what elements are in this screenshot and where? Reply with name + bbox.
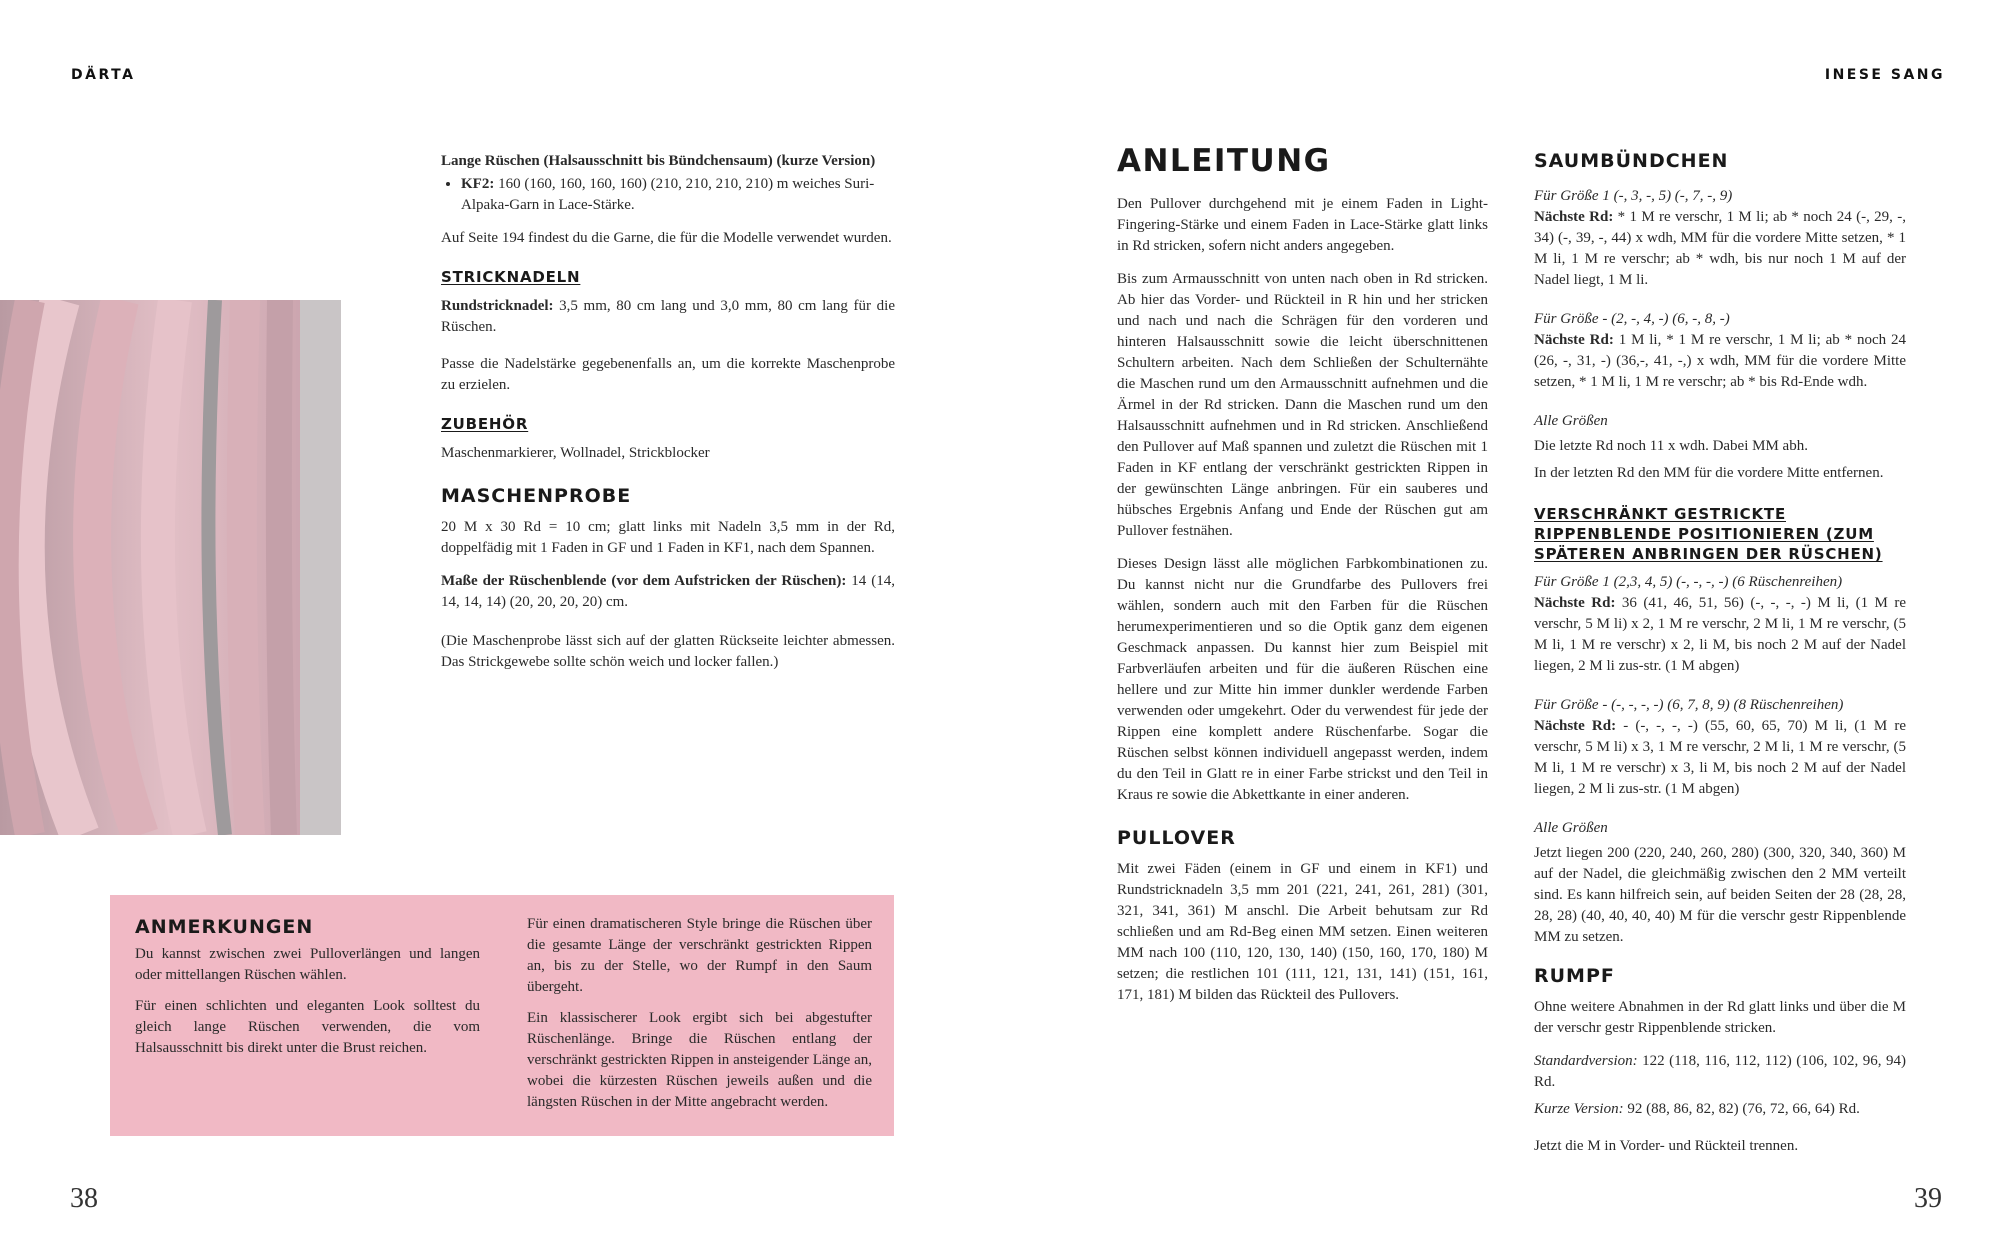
body-short-paragraph [1534, 1099, 1906, 1120]
ruffle-illustration [0, 300, 341, 835]
needles-heading: STRICKNADELN [441, 268, 581, 286]
pattern-column [1534, 151, 1906, 1169]
ribbing-all-text: Jetzt liegen 200 (220, 240, 260, 280) (300, 320, 340, 360) M auf der Nadel, die gleichmäßig zwischen den 2 MM verteilt sind. Es kann hilfreich sein, auf beiden Seiten der 28 (28, 28, 28, 28) (40, 40, 40, 40) M für die verschr gestr Rippenblende MM zu setzen. [1534, 845, 1906, 945]
body-short-text: 92 (88, 86, 82, 82) (76, 72, 66, 64) Rd. [1623, 1101, 1860, 1117]
notes-paragraph: Für einen schlichten und eleganten Look solltest du gleich lange Rüschen verwenden, die vom Halsausschnitt bis direkt unter die Brust reichen. [135, 998, 480, 1056]
gauge-heading: MASCHENPROBE [441, 485, 632, 507]
hem-size-label: Für Größe - (2, -, 4, -) (6, -, 8, -) [1534, 311, 1730, 327]
ribbing-row-label: Nächste Rd: [1534, 718, 1617, 734]
instructions-paragraph: Den Pullover durchgehend mit je einem Faden in Light-Fingering-Stärke und einem Faden in Lace-Stärke glatt links in Rd stricken, sofern nicht anders angegeben. [1117, 196, 1488, 254]
page-number-left: 38 [70, 1183, 98, 1214]
pullover-heading: PULLOVER [1117, 827, 1236, 849]
notes-box [110, 895, 894, 1136]
ribbing-row-text: 36 (41, 46, 51, 56) (-, -, -, -) M li, (1 M re verschr, 5 M li) x 2, 1 M re verschr, 2 M li, 1 M re verschr, (5 M li, 1 M re verschr) x 2, li M, bis noch 2 M auf der Nadel liegen, 2 M li zus-str. (1 M abgen) [1534, 595, 1906, 674]
notes-paragraph: Ein klassischerer Look ergibt sich bei abgestufter Rüschenlänge. Bringe die Rüschen entlang der verschränkt gestrickten Rippen in ansteigender Länge an, wobei die kürzesten Rüschen jeweils außen und die längsten Rüschen in der Mitte angebracht werden. [527, 1010, 872, 1110]
gauge-note: (Die Maschenprobe lässt sich auf der glatten Rückseite leichter abmessen. Das Strickgewebe sollte schön weich und locker fallen.) [441, 633, 895, 670]
notes-heading: ANMERKUNGEN [135, 916, 314, 938]
needles-text: 3,5 mm, 80 cm lang und 3,0 mm, 80 cm lang für die Rüschen. [441, 298, 895, 335]
gauge-text: 20 M x 30 Rd = 10 cm; glatt links mit Nadeln 3,5 mm in der Rd, doppelfädig mit 1 Faden in GF und 1 Faden in KF1, nach dem Spannen. [441, 519, 895, 556]
needles-label: Rundstricknadel: [441, 298, 554, 314]
yarn-list-item [461, 174, 895, 216]
hem-row-label: Nächste Rd: [1534, 209, 1614, 225]
body-standard-label: Standardversion: [1534, 1053, 1638, 1069]
ribbing-all-sizes-label: Alle Größen [1534, 820, 1608, 836]
hem-heading: SAUMBÜNDCHEN [1534, 150, 1729, 172]
yarn-list [441, 174, 895, 216]
running-header-right: INESE SANG [1824, 67, 1945, 83]
notes-column-left [135, 917, 480, 1069]
ribbing-size-label: Für Größe 1 (2,3, 4, 5) (-, -, -, -) (6 Rüschenreihen) [1534, 574, 1843, 590]
ribbing-heading: VERSCHRÄNKT GESTRICKTE RIPPENBLENDE POSITIONIEREN (ZUM SPÄTEREN ANBRINGEN DER RÜSCHEN) [1534, 505, 1883, 563]
accessories-heading: ZUBEHÖR [441, 415, 529, 433]
ribbing-row-paragraph [1534, 593, 1906, 677]
instructions-paragraph: Bis zum Armausschnitt von unten nach oben in Rd stricken. Ab hier das Vorder- und Rückteil in R hin und her stricken und nach und nach die Schrägen für den vorderen und hinteren Halsausschnitt sowie die leicht überschnittenen Schultern arbeiten. Nach dem Schließen der Schulternähte die Maschen rund um den Armausschnitt aufnehmen und die Ärmel in der Rd stricken. Dann die Maschen rund um den Halsausschnitt aufnehmen und in Rd stricken. Anschließend den Pullover auf Maß spannen und zuletzt die Rüschen mit 1 Faden in KF entlang der verschränkt gestrickten Rippen in der gewünschten Länge anbringen. Für ein sauberes und hübsches Ergebnis Anfang und Ende der Rüschen gut am Pullover festnähen. [1117, 271, 1488, 539]
yarn-label: KF2: [461, 176, 495, 192]
hem-row-text: 1 M li, * 1 M re verschr, 1 M li; ab * noch 24 (26, -, 31, -) (36,-, 41, -,) x wdh, MM für die vordere Mitte setzen, * 1 M li, 1 M re verschr; ab * bis Rd-Ende wdh. [1534, 332, 1906, 390]
hem-size-label: Für Größe 1 (-, 3, -, 5) (-, 7, -, 9) [1534, 188, 1733, 204]
hem-all-text: Die letzte Rd noch 11 x wdh. Dabei MM abh. [1534, 438, 1808, 454]
band-size-label: Maße der Rüschenblende (vor dem Aufstricken der Rüschen): [441, 573, 847, 589]
knit-ruffle-photo [0, 300, 341, 835]
yarn-text: 160 (160, 160, 160, 160) (210, 210, 210, 210) m weiches Suri-Alpaka-Garn in Lace-Stärke. [461, 176, 875, 213]
instructions-paragraph: Dieses Design lässt alle möglichen Farbkombinationen zu. Du kannst nicht nur die Grundfarbe des Pullovers frei wählen, sondern auch mit den Farben für die Rüschen herumexperimentieren und so die Optik ganz dem eigenen Geschmack anpassen. Du kannst hier zum Beispiel mit Farbverläufen arbeiten und für die äußeren Rüschen eine hellere und zur Mitte hin immer dunkler werdende Farben verwenden oder umgekehrt. Oder du verwendest für jede der Rippen eine komplett andere Rüschenfarbe. Sogar die Rüschen selbst können individuell angepasst werden, indem du den Teil in Glatt re in einer Farbe strickst und den Teil in Kraus re sowie die Abkettkante in einer anderen. [1117, 556, 1488, 803]
hem-all-sizes-label: Alle Größen [1534, 413, 1608, 429]
needles-note: Passe die Nadelstärke gegebenenfalls an, um die korrekte Maschenprobe zu erzielen. [441, 356, 895, 393]
hem-row-text: * 1 M re verschr, 1 M li; ab * noch 24 (-, 29, -, 34) (-, 39, -, 44) x wdh, MM für die vordere Mitte setzen, * 1 M li, 1 M re verschr; ab * wdh, bis nur noch 1 M auf der Nadel liegt, 1 M li. [1534, 209, 1906, 288]
running-header-left: DÄRTA [71, 67, 136, 83]
ribbing-row-paragraph [1534, 716, 1906, 800]
instructions-heading: ANLEITUNG [1117, 143, 1331, 179]
hem-row-paragraph [1534, 207, 1906, 291]
yarn-note: Auf Seite 194 findest du die Garne, die für die Modelle verwendet wurden. [441, 230, 892, 246]
notes-column-right [527, 914, 872, 1123]
ribbing-row-text: - (-, -, -, -) (55, 60, 65, 70) M li, (1 M re verschr, 5 M li) x 3, 1 M re verschr, 2 M li, 1 M re verschr, (5 M li, 1 M re verschr) x 3, li M, bis noch 2 M auf der Nadel liegen, 2 M li zus-str. (1 M abgen) [1534, 718, 1906, 797]
body-standard-text: 122 (118, 116, 112, 112) (106, 102, 96, 94) Rd. [1534, 1053, 1906, 1090]
hem-all-text: In der letzten Rd den MM für die vordere Mitte entfernen. [1534, 465, 1884, 481]
notes-paragraph: Für einen dramatischeren Style bringe die Rüschen über die gesamte Länge der verschränkt gestrickten Rippen an, bis zu der Stelle, wo der Rumpf in den Saum übergeht. [527, 916, 872, 995]
body-split-text: Jetzt die M in Vorder- und Rückteil trennen. [1534, 1138, 1799, 1154]
pullover-text: Mit zwei Fäden (einem in GF und einem in KF1) und Rundstricknadeln 3,5 mm 201 (221, 241, 261, 281) (301, 321, 341, 361) M anschl. Die Arbeit behutsam zur Rd schließen und am Rd-Beg einen MM setzen. Einen weiteren MM nach 100 (110, 120, 130, 140) (150, 160, 170, 180) M setzen; die restlichen 101 (111, 121, 131, 141) (151, 161, 171, 181) M bilden das Rückteil des Pullovers. [1117, 861, 1488, 1003]
ruffle-title: Lange Rüschen (Halsausschnitt bis Bündchensaum) (kurze Version) [441, 153, 876, 169]
needles-paragraph [441, 296, 895, 338]
page-number-right: 39 [1914, 1183, 1942, 1214]
instructions-column [1117, 143, 1488, 1018]
band-size-text: 14 (14, 14, 14, 14) (20, 20, 20, 20) cm. [441, 573, 895, 610]
body-short-label: Kurze Version: [1534, 1101, 1624, 1117]
body-text: Ohne weitere Abnahmen in der Rd glatt links und über die M der verschr gestr Rippenblende stricken. [1534, 999, 1906, 1036]
body-standard-paragraph [1534, 1051, 1906, 1093]
left-page-column [441, 151, 895, 685]
notes-paragraph: Du kannst zwischen zwei Pulloverlängen und langen oder mittellangen Rüschen wählen. [135, 946, 480, 983]
ribbing-row-label: Nächste Rd: [1534, 595, 1616, 611]
hem-row-paragraph [1534, 330, 1906, 393]
ribbing-size-label: Für Größe - (-, -, -, -) (6, 7, 8, 9) (8 Rüschenreihen) [1534, 697, 1844, 713]
body-heading: RUMPF [1534, 965, 1615, 987]
accessories-text: Maschenmarkierer, Wollnadel, Strickblocker [441, 445, 710, 461]
band-size-paragraph [441, 571, 895, 613]
hem-row-label: Nächste Rd: [1534, 332, 1614, 348]
